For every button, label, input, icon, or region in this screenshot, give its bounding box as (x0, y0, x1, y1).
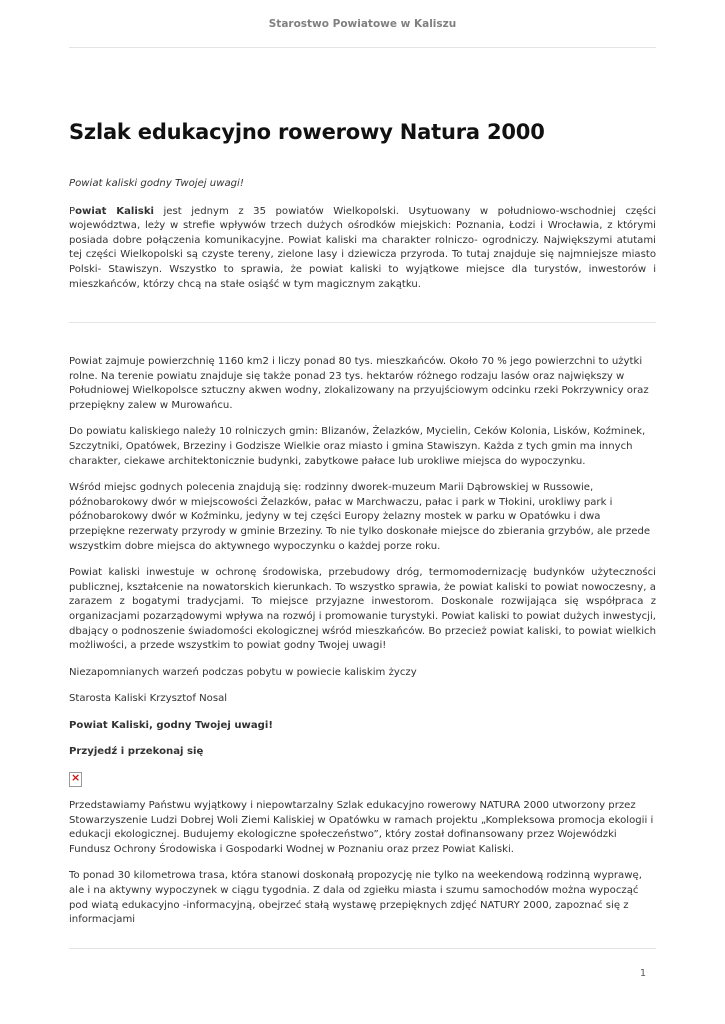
intro-paragraph (69, 205, 656, 293)
page-number: 1 (639, 968, 646, 979)
paragraph-gminy: Do powiatu kaliskiego należy 10 rolniczych gmin: Blizanów, Żelazków, Mycielin, Ceków Kolonia, Lisków, Koźminek, Szczytniki, Opatówek, Brzeziny i Godzisze Wielkie oraz miasto i gmina Stawiszyn. Każda z tych gmin ma innych charakter, ciekawe architektonicznie budynki, zabytkowe pałace lub urokliwe miejsca do wypoczynku. (69, 426, 646, 467)
paragraph-area: Powiat zajmuje powierzchnię 1160 km2 i liczy ponad 80 tys. mieszkańców. Około 70 % jego powierzchni to użytki rolne. Na terenie powiatu znajduje się także ponad 23 tys. hektarów różnego rodzaju lasów oraz największy w Południowej Wielkopolsce sztuczny akwen wodny, zlokalizowany na przyujściowym odcinku rzeki Pokrzywnicy oraz przepiękny zalew w Murowańcu. (69, 356, 649, 411)
paragraph-attractions: Wśród miejsc godnych polecenia znajdują się: rodzinny dworek-muzeum Marii Dąbrowskiej w Russowie, późnobarokowy dwór w miejscowości Żelazków, pałac w Marchwaczu, pałac i park w Tłokini, urokliwy park i późnobarokowy dwór w Koźminku, jedyny w tej części Europy żelazny mostek w parku w Opatówku i dwa przepiękne rezerwaty przyrody w gminie Brzeziny. To nie tylko doskonałe miejsce do zbierania grzybów, ale przede wszystkim dobre miejsca do aktywnego wypoczynku o każdej porze roku. (69, 482, 651, 552)
article-body (69, 355, 656, 928)
page-title: Szlak edukacyjno rowerowy Natura 2000 (69, 120, 545, 144)
bold-slogan: Powiat Kaliski, godny Twojej uwagi! (69, 719, 273, 731)
paragraph-trail-details: To ponad 30 kilometrowa trasa, która stanowi doskonałą propozycję nie tylko na weekendową rodzinną wyprawę, ale i na aktywny wypoczynek w ciągu tygodnia. Z dala od zgiełku miasta i szumu samochodów można wypocząć pod wiatą edukacyjno -informacyjną, obejrzeć stałą wystawę przepięknych zdjęć NATURY 2000, zapoznać się z informacjami (69, 870, 642, 926)
broken-image-icon: × (69, 772, 82, 787)
footer-divider (69, 948, 656, 949)
bold-invitation: Przyjedź i przekonaj się (69, 746, 204, 758)
intro-section (69, 177, 656, 292)
paragraph-investments: Powiat kaliski inwestuje w ochronę środowiska, przebudowy dróg, termomodernizację budynków użyteczności publicznej, kształcenie na nowatorskich kierunkach. To wszystko sprawia, że powiat kaliski to powiat nowoczesny, a zarazem z bogatymi tradycjami. To miejsce przyjazne inwestorom. Doskonale rozwijająca się współpraca z organizacjami pozarządowymi wpływa na rozwój i promowanie turystyki. Powiat kaliski to powiat dużych inwestycji, dbający o podnoszenie świadomości ekologicznej wśród mieszkańców. Bo przecież powiat kaliski, to powiat wielkich możliwości, a przede wszystkim to powiat godny Twojej uwagi! (69, 567, 656, 652)
header-divider (69, 47, 656, 48)
subtitle: Powiat kaliski godny Twojej uwagi! (69, 178, 244, 189)
paragraph-wishes: Niezapomnianych warzeń podczas pobytu w powiecie kaliskim życzy (69, 666, 417, 678)
site-header: Starostwo Powiatowe w Kaliszu (268, 18, 457, 30)
intro-bold: owiat Kaliski (75, 205, 154, 217)
paragraph-signature: Starosta Kaliski Krzysztof Nosal (69, 693, 228, 705)
section-divider (69, 322, 656, 323)
paragraph-trail-intro: Przedstawiamy Państwu wyjątkowy i niepowtarzalny Szlak edukacyjno rowerowy NATURA 2000 utworzony przez Stowarzyszenie Ludzi Dobrej Woli Ziemi Kaliskiej w Opatówku w ramach projektu „Kompleksowa promocja ekologii i edukacji ekologicznej. Budujemy ekologiczne społeczeństwo”, który został dofinansowany przez Wojewódzki Fundusz Ochrony Środowiska i Gospodarki Wodnej w Poznaniu oraz przez Powiat Kaliski. (69, 800, 654, 855)
intro-text: jest jednym z 35 powiatów Wielkopolski. Usytuowany w południowo-wschodniej części województwa, leży w strefie wpływów trzech dużych ośrodków miejskich: Poznania, Łodzi i Wrocławia, z którymi posiada dobre połączenia komunikacyjne. Powiat kaliski ma charakter rolniczo- ogrodniczy. Największymi atutami tej części Wielkopolski są czyste tereny, zielone lasy i dziewicza przyroda. To tutaj znajduje się najmniejsze miasto Polski- Stawiszyn. Wszystko to sprawia, że powiat kaliski to wyjątkowe miejsce dla turystów, inwestorów i mieszkańców, którzy chcą na stałe osiąść w tym magicznym zakątku. (69, 205, 656, 290)
intro-first-letter: P (69, 205, 76, 217)
